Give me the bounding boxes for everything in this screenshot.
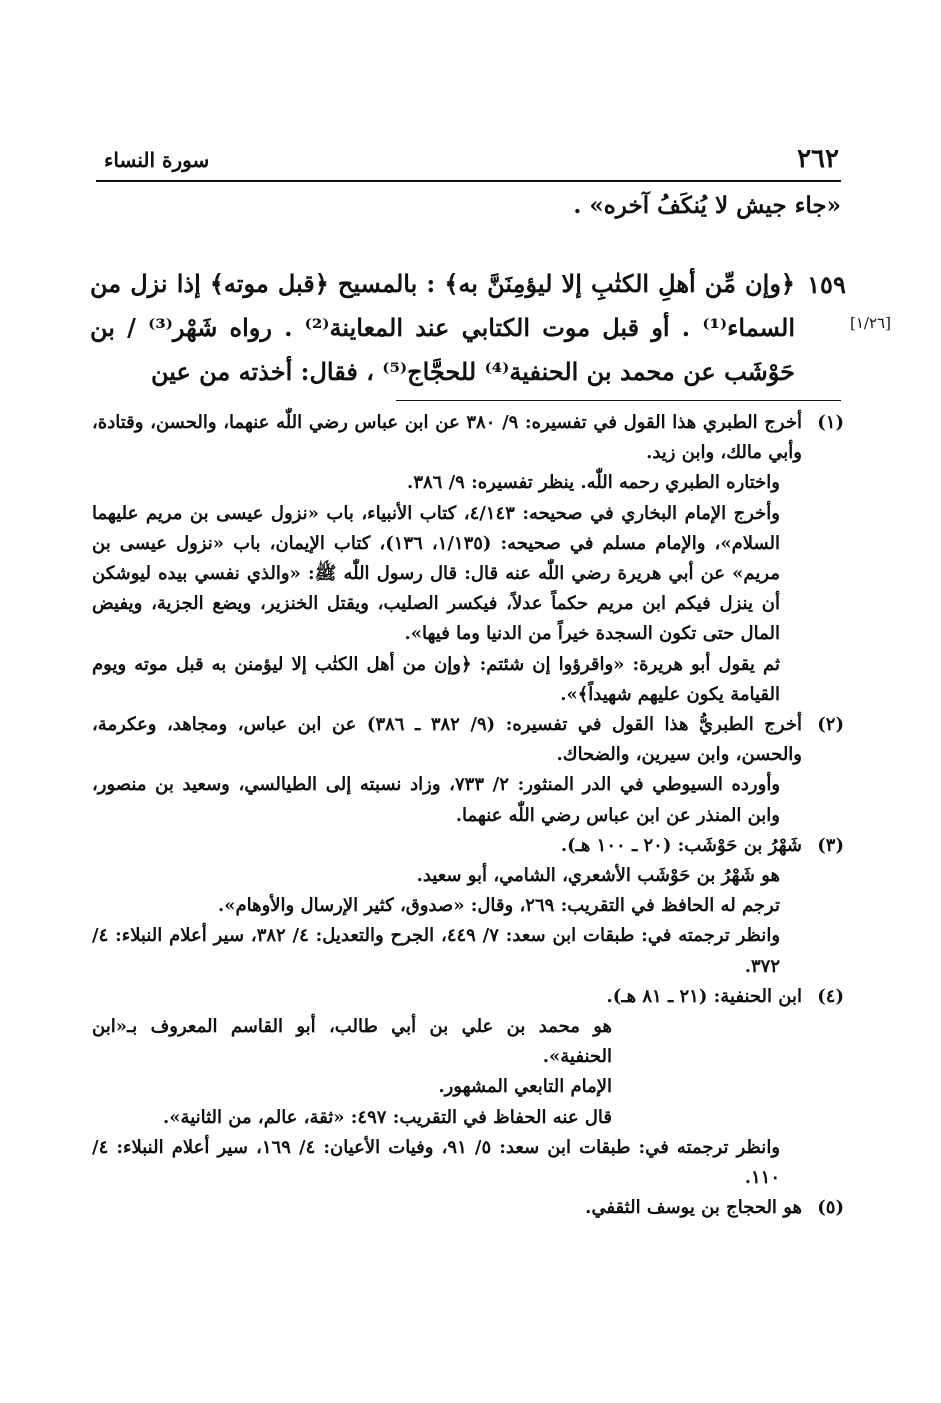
footnote-number: (١): [817, 412, 844, 433]
footnote-text: ابن الحنفية: (٢١ ـ ٨١ هـ).: [606, 985, 802, 1007]
continuation-line: «جاء جيش لا يُنكَفُ آخره» .: [573, 192, 841, 219]
footnote-text: وانظر ترجمته في: طبقات ابن سعد: ٥/ ٩١، وفيات الأعيان: ٤/ ١٦٩، سير أعلام النبلاء: ٤/ ١١٠.: [92, 1136, 781, 1189]
footnote-text: واختاره الطبري رحمه اللّٰه. ينظر تفسيره: ٩/ ٣٨٦.: [407, 472, 780, 494]
page-number: ٢٦٢: [797, 144, 839, 174]
footnote-number: (٢): [817, 714, 844, 736]
footnote-number: (٥): [817, 1197, 844, 1219]
footnote-text: أخرج الطبريُّ هذا القول في تفسيره: (٩/ ٣٨٢ ـ ٣٨٦) عن ابن عباس، ومجاهد، وعكرمة، والحسن، وابن سيرين، والضحاك.: [92, 714, 802, 766]
footnotes: [92, 408, 844, 1223]
footnote-4: [92, 982, 844, 1193]
footnote-1: [92, 408, 844, 710]
footnote-text: هو الحجاج بن يوسف الثقفي.: [585, 1197, 802, 1219]
footnote-3: [92, 831, 844, 982]
footnote-text: ترجم له الحافظ في التقريب: ٢٦٩، وقال: «صدوق، كثير الإرسال والأوهام».: [217, 895, 780, 917]
footnote-text: الإمام التابعي المشهور.: [438, 1076, 612, 1098]
footnote-text: هو شَهْرُ بن حَوْشَب الأشعري، الشامي، أبو سعيد.: [416, 865, 780, 887]
verse-commentary: ﴿وإن مِّن أهلِ الكتٰبِ إلا ليؤمِنَنَّ به﴾ : بالمسيح ﴿قبل موته﴾ إذا نزل من السماء⁽¹⁾ . أو قبل موت الكتابي عند المعاينة⁽²⁾ . رواه شَهْر⁽³⁾ / بن حَوْشَب عن محمد بن الحنفية⁽⁴⁾ للحجَّاج⁽⁵⁾ ، فقال: أخذته من عين: [90, 269, 796, 386]
footnote-text: وأخرج الإمام البخاري في صحيحه: ٤/١٤٣، كتاب الأنبياء، باب «نزول عيسى بن مريم عليهما السلام»، والإمام مسلم في صحيحه: (١/١٣٥، ١٣٦)، كتاب الإيمان، باب «نزول عيسى بن مريم» عن أبي هريرة رضي اللّٰه عنه قال: قال رسول اللّٰه ﷺ: «والذي نفسي بيده ليوشكن أن ينزل فيكم ابن مريم حكماً عدلاً، فيكسر الصليب، ويقتل الخنزير، ويضع الجزية، ويفيض المال حتى تكون السجدة خيراً من الدنيا وما فيها».: [92, 502, 781, 645]
footnote-text: ثم يقول أبو هريرة: «واقرؤوا إن شئتم: ﴿وإن من أهل الكتٰب إلا ليؤمنن به قبل موته ويوم القيامة يكون عليهم شهيداً﴾».: [92, 653, 780, 705]
footnote-text: أخرج الطبري هذا القول في تفسيره: ٩/ ٣٨٠ عن ابن عباس رضي اللّٰه عنهما، والحسن، وقتادة، وأبي مالك، وابن زيد.: [92, 412, 802, 464]
page-header: [96, 142, 841, 182]
footnote-text: وأورده السيوطي في الدر المنثور: ٢/ ٧٣٣، وزاد نسبته إلى الطيالسي، وسعيد بن منصور، وابن المنذر عن ابن عباس رضي اللّٰه عنهما.: [92, 774, 781, 826]
footnote-5: [92, 1193, 844, 1223]
verse-number: ١٥٩: [807, 270, 846, 299]
margin-reference: [١/٢٦]: [850, 314, 891, 332]
footnote-text: وانظر ترجمته في: طبقات ابن سعد: ٧/ ٤٤٩، الجرح والتعديل: ٤/ ٣٨٢، سير أعلام النبلاء: ٤/ ٣٧٢.: [92, 925, 781, 977]
surah-title: سورة النساء: [104, 148, 210, 172]
footnote-text: قال عنه الحفاظ في التقريب: ٤٩٧: «ثقة، عالم، من الثانية».: [163, 1106, 612, 1128]
footnote-2: [92, 710, 844, 831]
footnote-text: هو محمد بن علي بن أبي طالب، أبو القاسم المعروف بـ«ابن الحنفية».: [92, 1016, 612, 1068]
footnote-number: (٤): [817, 985, 844, 1007]
footnote-number: (٣): [817, 834, 844, 856]
footnote-text: شَهْرُ بن حَوْشَب: (٢٠ ـ ١٠٠ هـ).: [560, 834, 802, 856]
footnote-separator: [396, 400, 841, 401]
